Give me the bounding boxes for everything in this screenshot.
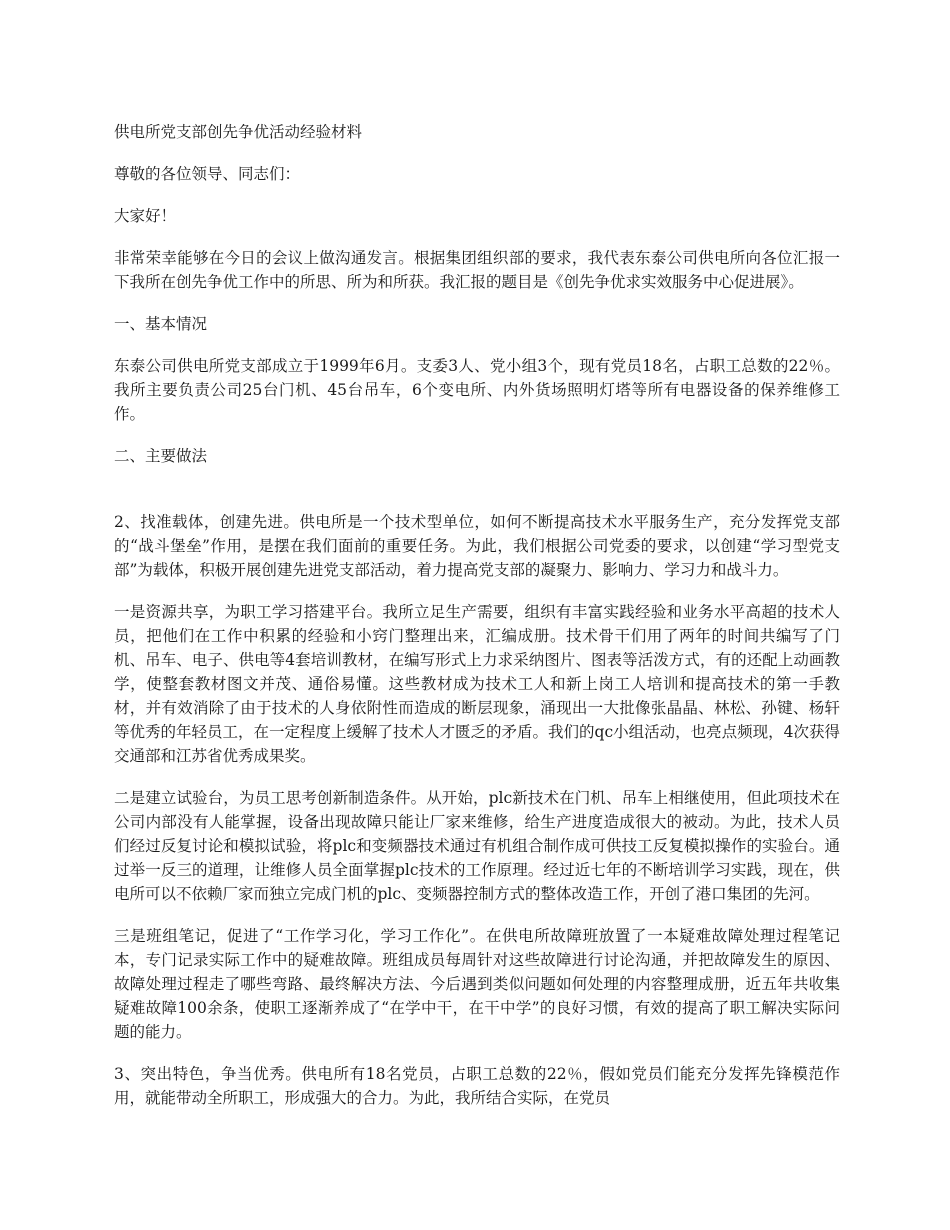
hello: 大家好！ [114, 207, 177, 225]
greeting: 尊敬的各位领导、同志们： [114, 165, 301, 183]
intro-paragraph: 非常荣幸能够在今日的会议上做沟通发言。根据集团组织部的要求，我代表东泰公司供电所向各位汇报一下我所在创先争优工作中的所思、所为和所获。我汇报的题目是《创先争优求实效服务中心促进展》。 [114, 249, 840, 291]
section-heading-main-practices: 二、主要做法 [114, 447, 208, 465]
point-3-paragraph: 3、突出特色，争当优秀。供电所有18名党员，占职工总数的22％，假如党员们能充分发挥先锋模范作用，就能带动全所职工，形成强大的合力。为此，我所结合实际，在党员 [114, 1065, 840, 1107]
point-2-paragraph: 2、找准载体，创建先进。供电所是一个技术型单位，如何不断提高技术水平服务生产，充分发挥党支部的“战斗堡垒”作用，是摆在我们面前的重要任务。为此，我们根据公司党委的要求，以创建“学习型党支部”为载体，积极开展创建先进党支部活动，着力提高党支部的凝聚力、影响力、学习力和战斗力。 [114, 513, 840, 579]
document-title: 供电所党支部创先争优活动经验材料 [114, 123, 363, 141]
item-2-paragraph: 二是建立试验台，为员工思考创新制造条件。从开始，plc新技术在门机、吊车上相继使用，但此项技术在公司内部没有人能掌握，设备出现故障只能让厂家来维修，给生产进度造成很大的被动。为此，技术人员们经过反复讨论和模拟试验，将plc和变频器技术通过有机组合制作成可供技工反复模拟操作的实验台。通过举一反三的道理，让维修人员全面掌握plc技术的工作原理。经过近七年的不断培训学习实践，现在，供电所可以不依赖厂家而独立完成门机的plc、变频器控制方式的整体改造工作，开创了港口集团的先河。 [114, 789, 840, 903]
section-heading-basic-info: 一、基本情况 [114, 315, 208, 333]
item-1-paragraph: 一是资源共享，为职工学习搭建平台。我所立足生产需要，组织有丰富实践经验和业务水平高超的技术人员，把他们在工作中积累的经验和小窍门整理出来，汇编成册。技术骨干们用了两年的时间共编写了门机、吊车、电子、供电等4套培训教材，在编写形式上力求采纳图片、图表等活泼方式，有的还配上动画教学，使整套教材图文并茂、通俗易懂。这些教材成为技术工人和新上岗工人培训和提高技术的第一手教材，并有效消除了由于技术的人身依附性而造成的断层现象，涌现出一大批像张晶晶、林松、孙键、杨轩等优秀的年轻员工，在一定程度上缓解了技术人才匮乏的矛盾。我们的qc小组活动，也亮点频现，4次获得交通部和江苏省优秀成果奖。 [114, 603, 840, 765]
document-body [114, 120, 840, 1128]
basic-info-paragraph: 东泰公司供电所党支部成立于1999年6月。支委3人、党小组3个，现有党员18名，占职工总数的22％。我所主要负责公司25台门机、45台吊车，6个变电所、内外货场照明灯塔等所有电器设备的保养维修工作。 [114, 357, 840, 423]
item-3-paragraph: 三是班组笔记，促进了“工作学习化，学习工作化”。在供电所故障班放置了一本疑难故障处理过程笔记本，专门记录实际工作中的疑难故障。班组成员每周针对这些故障进行讨论沟通，并把故障发生的原因、故障处理过程走了哪些弯路、最终解决方法、今后遇到类似问题如何处理的内容整理成册，近五年共收集疑难故障100余条，使职工逐渐养成了“在学中干，在干中学”的良好习惯，有效的提高了职工解决实际问题的能力。 [114, 927, 840, 1041]
